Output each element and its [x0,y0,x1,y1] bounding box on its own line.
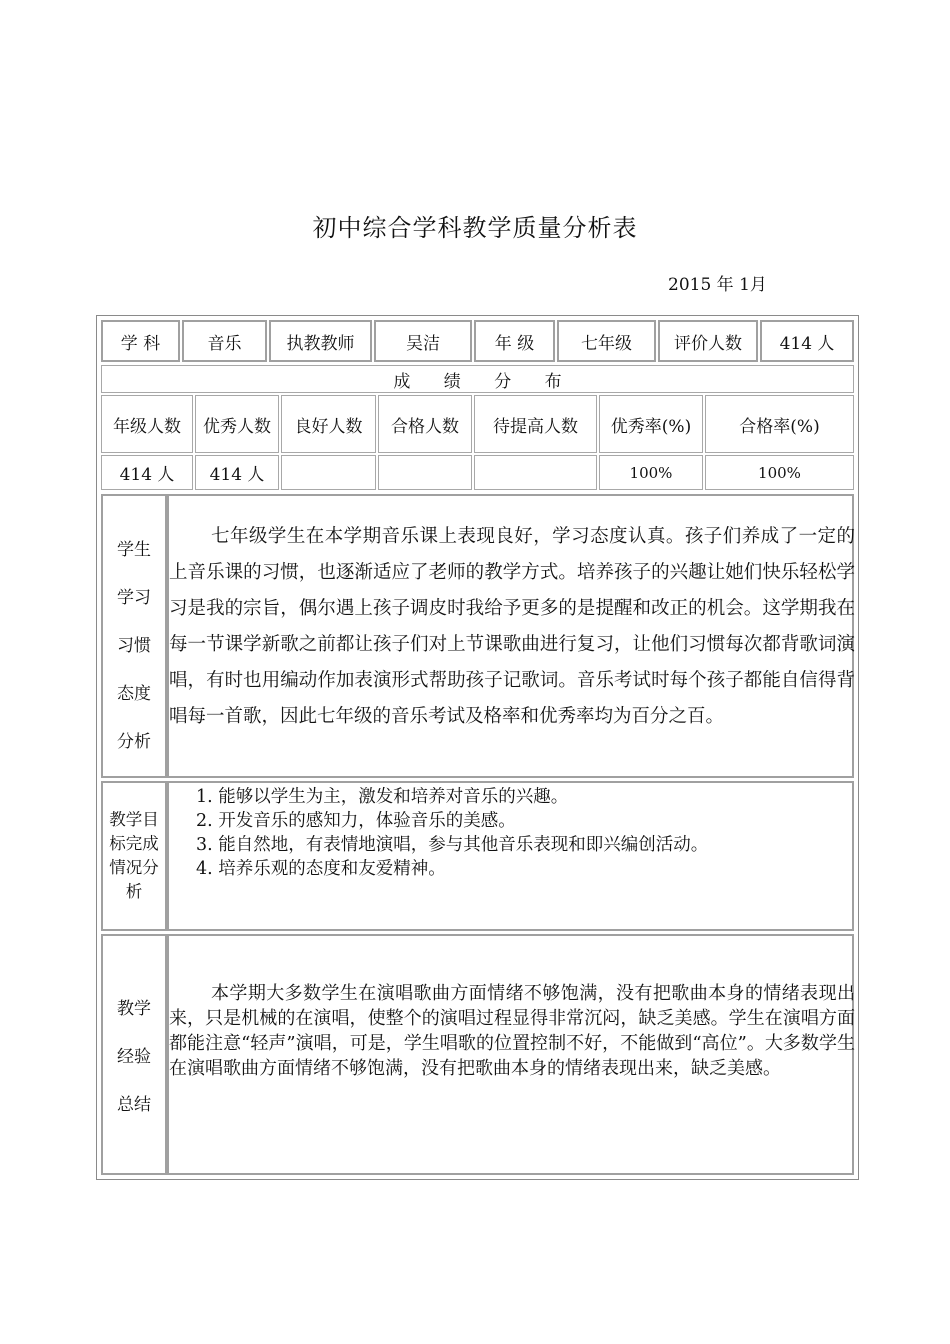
teacher-label: 执教教师 [269,320,372,362]
teacher-value: 吴洁 [374,320,472,362]
val-pass-count [378,455,472,490]
val-pass-rate: 100% [705,455,854,490]
goal-item: 3. 能自然地，有表情地演唱，参与其他音乐表现和即兴编创活动。 [196,835,709,855]
col-improve-count: 待提高人数 [474,395,597,453]
val-excellent-rate: 100% [599,455,703,490]
val-improve-count [474,455,597,490]
subject-label: 学 科 [101,320,180,362]
val-excellent-count: 414 人 [195,455,279,490]
col-excellent-count: 优秀人数 [195,395,279,453]
grade-value: 七年级 [557,320,656,362]
section3-label: 教学 经验 总结 [117,999,151,1115]
col-good-count: 良好人数 [281,395,376,453]
document-title: 初中综合学科教学质量分析表 [312,214,638,242]
col-grade-count: 年级人数 [101,395,193,453]
subject-value: 音乐 [182,320,267,362]
col-pass-count: 合格人数 [378,395,472,453]
document-date: 2015 年 1月 [668,275,767,295]
grade-label: 年 级 [474,320,555,362]
section1-label: 学生 学习 习惯 态度 分析 [117,540,151,752]
section1-text: 七年级学生在本学期音乐课上表现良好，学习态度认真。孩子们养成了一定的上音乐课的习惯，也逐渐适应了老师的教学方式。培养孩子的兴趣让她们快乐轻松学习是我的宗旨，偶尔遇上孩子调皮时我给予更多的是提醒和改正的机会。这学期我在每一节课学新歌之前都让孩子们对上节课歌曲进行复习，让他们习惯每次都背歌词演唱，有时也用编动作加表演形式帮助孩子记歌词。音乐考试时每个孩子都能自信得背唱每一首歌，因此七年级的音乐考试及格率和优秀率均为百分之百。 [169,526,855,727]
section2-goal-list [196,785,851,881]
val-grade-count: 414 人 [101,455,193,490]
count-label: 评价人数 [658,320,758,362]
section2-label: 教学目 标完成 情况分 析 [109,810,159,901]
col-excellent-rate: 优秀率(%) [599,395,703,453]
col-pass-rate: 合格率(%) [705,395,854,453]
goal-item: 2. 开发音乐的感知力，体验音乐的美感。 [196,811,516,831]
section3-text: 本学期大多数学生在演唱歌曲方面情绪不够饱满，没有把歌曲本身的情绪表现出来，只是机械的在演唱，使整个的演唱过程显得非常沉闷，缺乏美感。学生在演唱方面都能注意“轻声”演唱，可是，学生唱歌的位置控制不好，不能做到“高位”。大多数学生在演唱歌曲方面情绪不够饱满，没有把歌曲本身的情绪表现出来，缺乏美感。 [169,983,855,1079]
goal-item: 4. 培养乐观的态度和友爱精神。 [196,859,446,879]
goal-item: 1. 能够以学生为主，激发和培养对音乐的兴趣。 [196,787,569,807]
count-value: 414 人 [760,320,854,362]
val-good-count [281,455,376,490]
score-distribution-header: 成 绩 分 布 [101,365,854,393]
